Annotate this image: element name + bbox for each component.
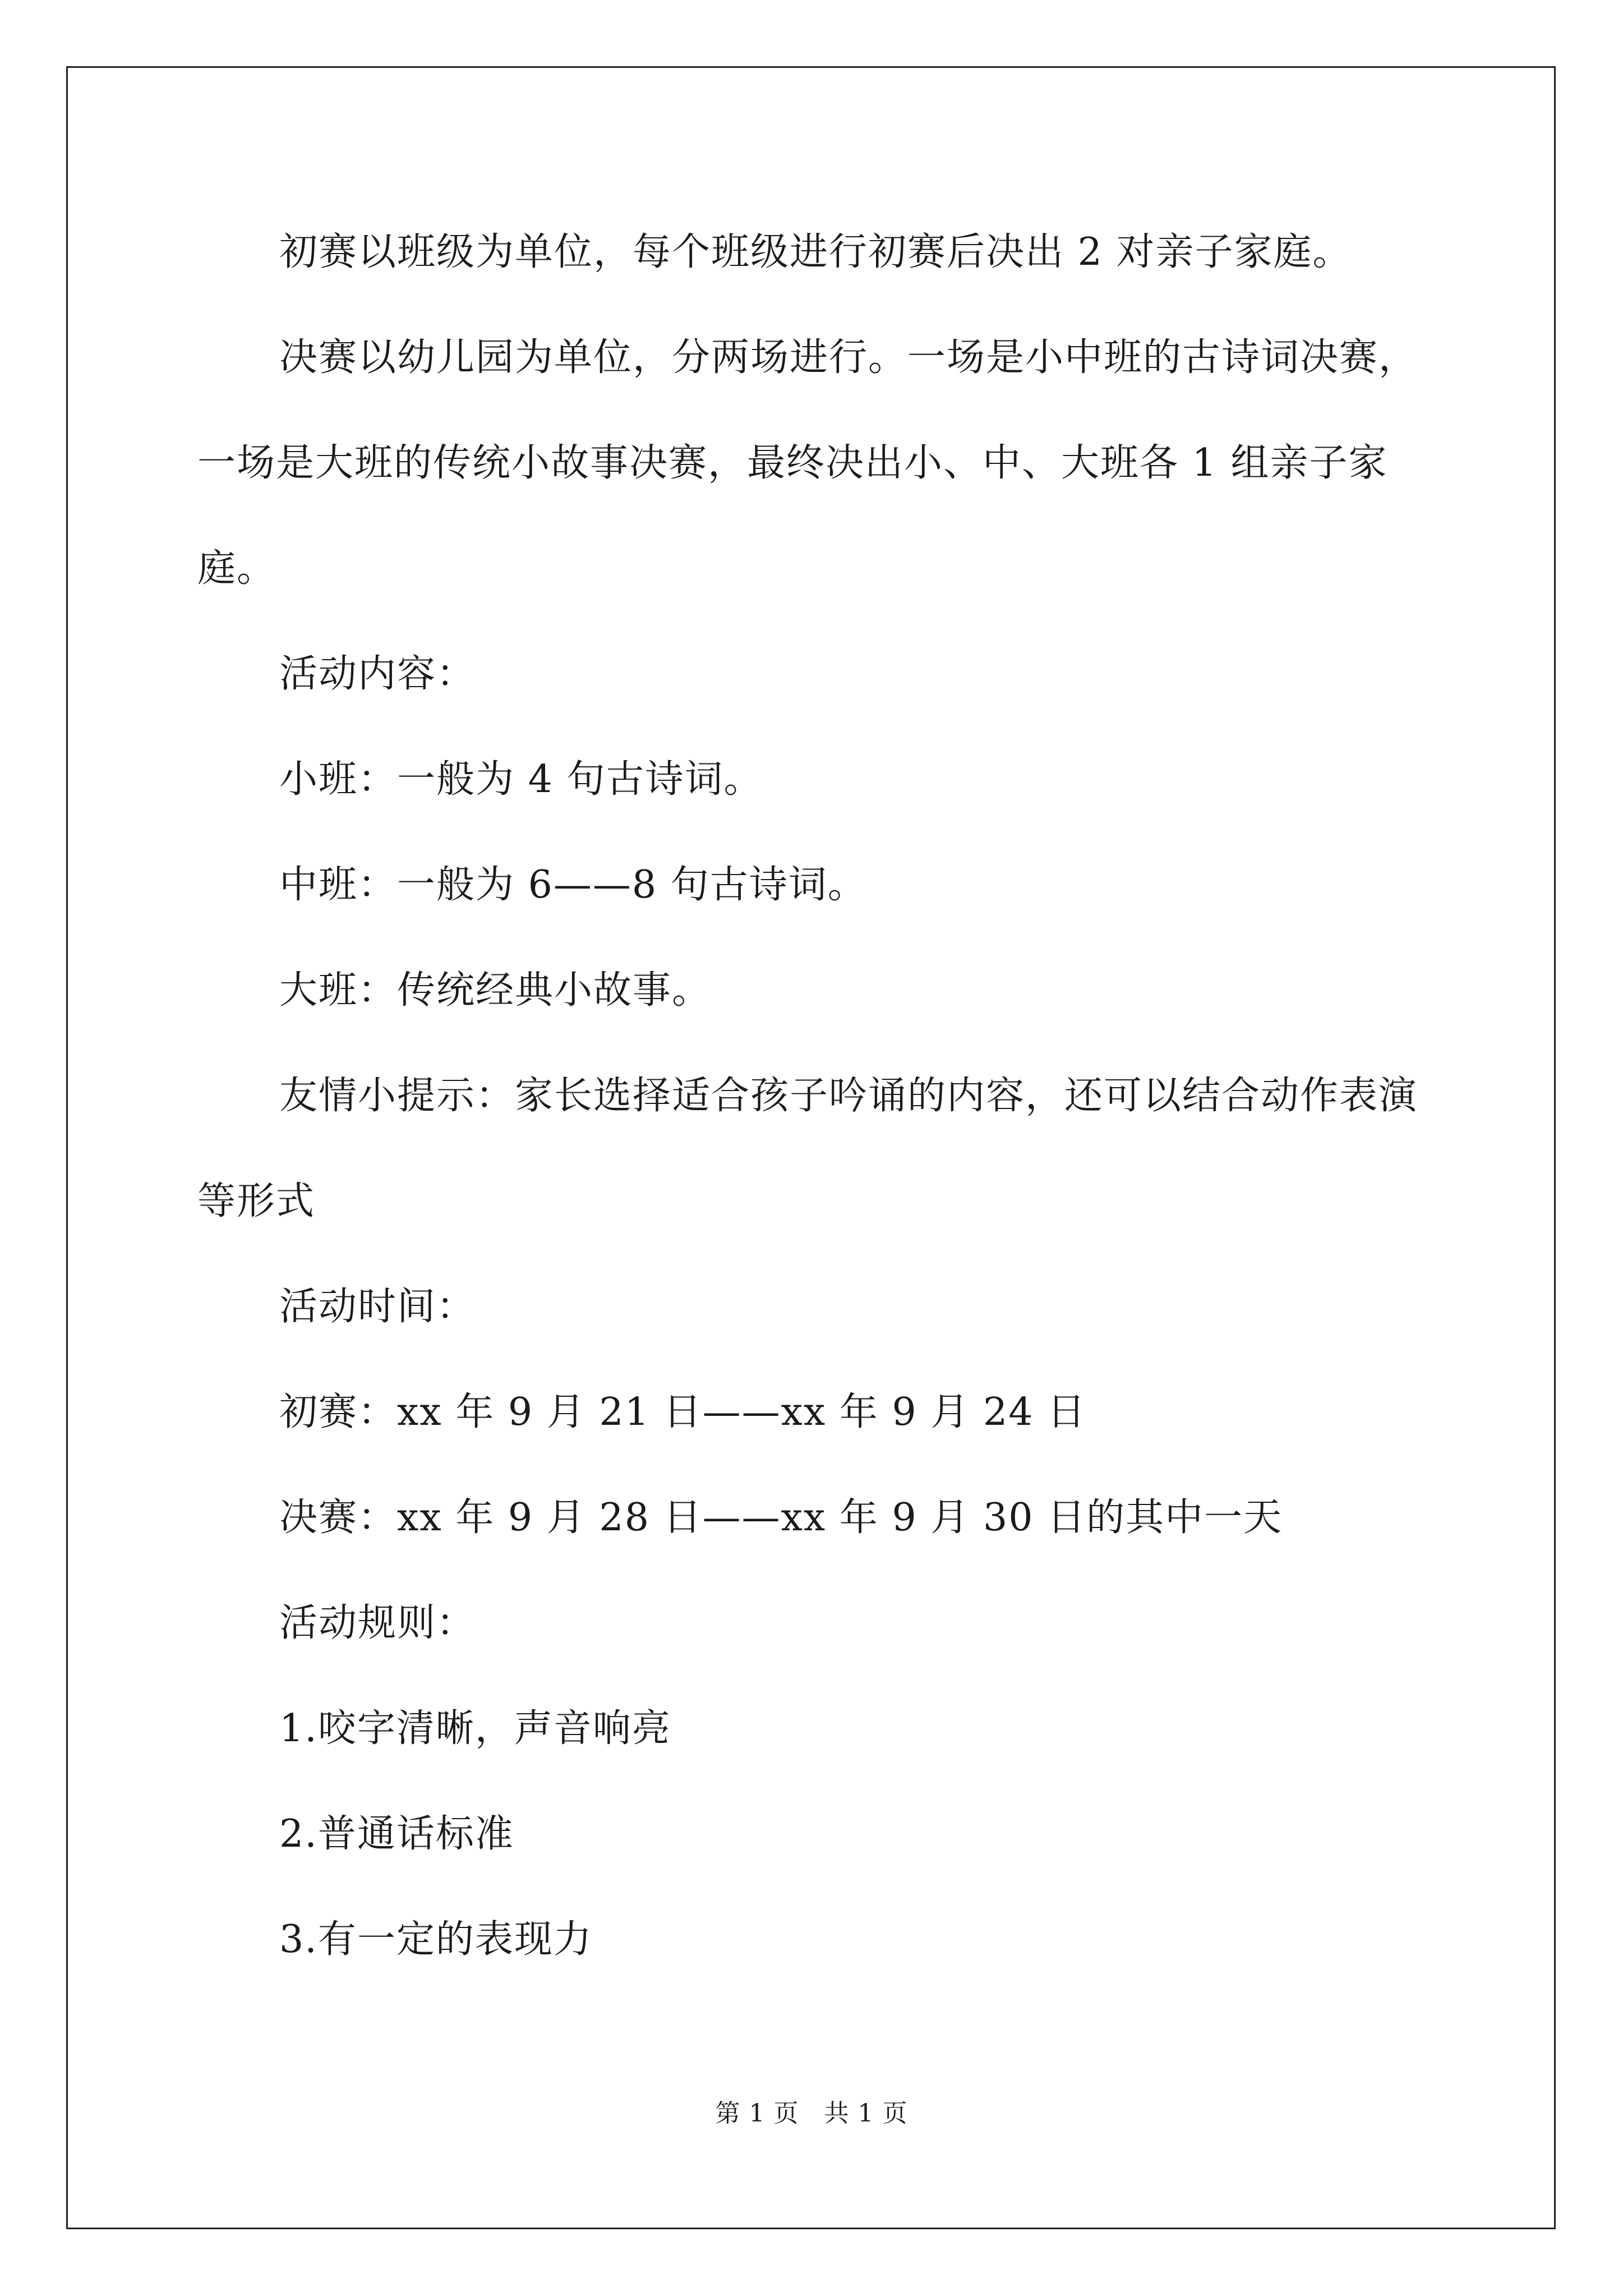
page-number: 第 1 页 [715, 2099, 799, 2128]
page-footer [0, 2097, 1623, 2131]
rule-item-3: 3.有一定的表现力 [279, 1917, 593, 1962]
footer-gap [799, 2099, 824, 2128]
paragraph-tip: 友情小提示：家长选择适合孩子吟诵的内容，还可以结合动作表演等形式 [197, 1074, 1418, 1223]
paragraph-final-date: 决赛：xx 年 9 月 28 日——xx 年 9 月 30 日的其中一天 [279, 1496, 1283, 1540]
paragraph-prelim: 初赛以班级为单位，每个班级进行初赛后决出 2 对亲子家庭。 [279, 230, 1352, 274]
paragraph-final: 决赛以幼儿园为单位，分两场进行。一场是小中班的古诗词决赛，一场是大班的传统小故事决赛，最终决出小、中、大班各 1 组亲子家庭。 [197, 335, 1418, 591]
paragraph-large-class: 大班：传统经典小故事。 [279, 968, 712, 1013]
paragraph-prelim-date: 初赛：xx 年 9 月 21 日——xx 年 9 月 24 日 [279, 1390, 1087, 1434]
heading-activity-rules: 活动规则： [279, 1601, 476, 1645]
paragraph-small-class: 小班：一般为 4 句古诗词。 [279, 757, 763, 802]
heading-activity-time: 活动时间： [279, 1285, 476, 1329]
heading-activity-content: 活动内容： [279, 652, 476, 696]
rule-item-1: 1.咬字清晰，声音响亮 [279, 1706, 671, 1751]
document-body [197, 200, 1437, 1993]
page-total: 共 1 页 [824, 2099, 908, 2128]
paragraph-middle-class: 中班：一般为 6——8 句古诗词。 [279, 863, 867, 907]
rule-item-2: 2.普通话标准 [279, 1812, 514, 1856]
